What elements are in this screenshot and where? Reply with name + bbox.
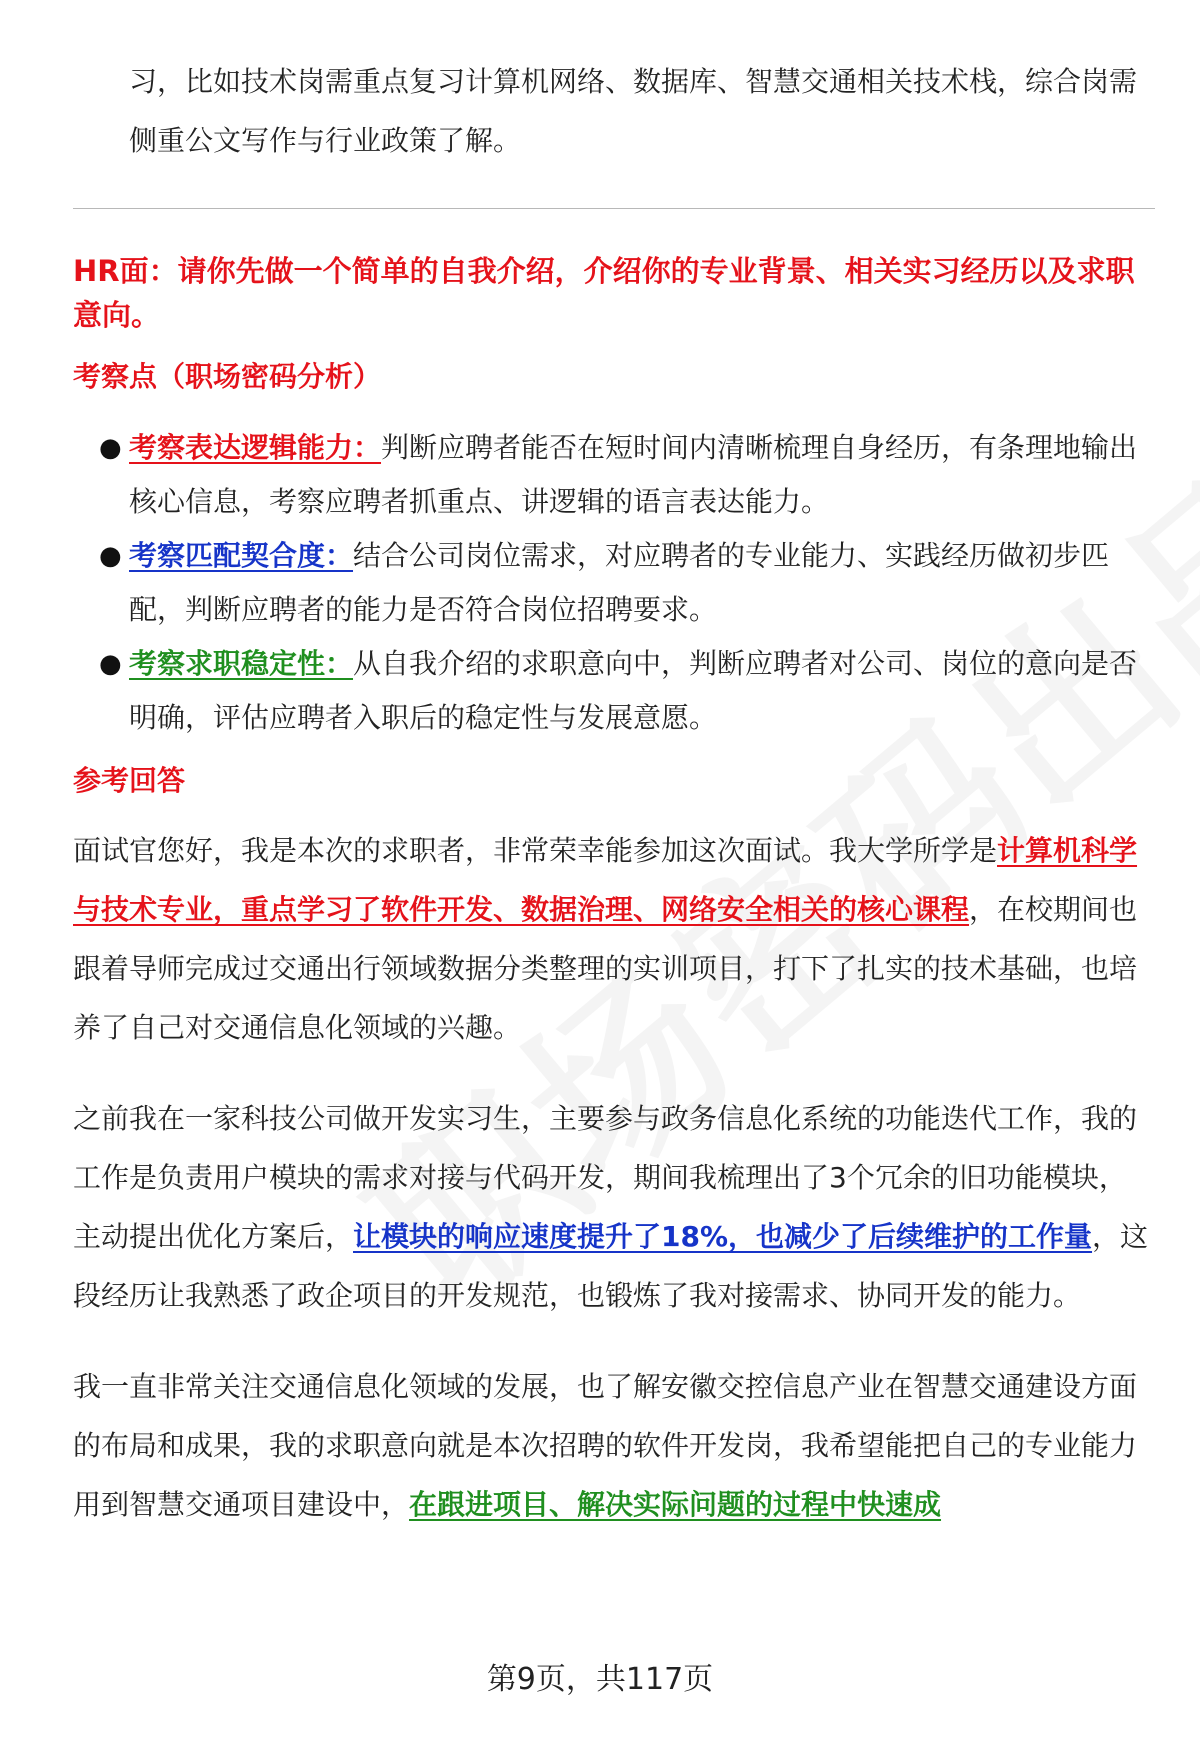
point-label: 考察匹配契合度：: [129, 539, 354, 572]
bullet-icon: ●: [99, 433, 122, 463]
answer-title: 参考回答: [73, 764, 186, 797]
list-item: [73, 637, 1153, 745]
list-item: [73, 529, 1153, 637]
list-item: [73, 421, 1153, 529]
document-content: [73, 52, 1153, 1534]
bullet-icon: ●: [99, 649, 122, 679]
point-text: 判断应聘者能否在短时间内清晰梳理自身经历，有条理地输出核心信息，考察应聘者抓重点、讲逻辑的语言表达能力。: [129, 431, 1138, 518]
interview-question: HR面：请你先做一个简单的自我介绍，介绍你的专业背景、相关实习经历以及求职意向。: [73, 254, 1135, 332]
page-number: 第9页，共117页: [486, 1662, 714, 1697]
analysis-title: 考察点（职场密码分析）: [73, 360, 382, 393]
point-label: 考察求职稳定性：: [129, 647, 354, 680]
highlight-text: 计算机科学与技术专业，重点学习了软件开发、数据治理、网络安全相关的核心课程: [73, 834, 1138, 926]
section-divider: [73, 208, 1155, 209]
bullet-icon: ●: [99, 541, 122, 571]
highlight-text: 在跟进项目、解决实际问题的过程中快速成: [409, 1488, 942, 1521]
answer-paragraph-1: [73, 821, 1153, 1057]
paragraph-text: ，在校期间也跟着导师完成过交通出行领域数据分类整理的实训项目，打下了扎实的技术基础，也培养了自己对交通信息化领域的兴趣。: [73, 893, 1138, 1044]
point-text: 从自我介绍的求职意向中，判断应聘者对公司、岗位的意向是否明确，评估应聘者入职后的稳定性与发展意愿。: [129, 647, 1138, 734]
paragraph-text: 面试官您好，我是本次的求职者，非常荣幸能参加这次面试。我大学所学是: [73, 834, 998, 867]
highlight-text: 让模块的响应速度提升了18%，也减少了后续维护的工作量: [353, 1220, 1093, 1253]
answer-paragraph-3: [73, 1357, 1153, 1534]
paragraph-text: 我一直非常关注交通信息化领域的发展，也了解安徽交控信息产业在智慧交通建设方面的布局和成果，我的求职意向就是本次招聘的软件开发岗，我希望能把自己的专业能力用到智慧交通项目建设中，: [73, 1370, 1138, 1521]
point-text: 结合公司岗位需求，对应聘者的专业能力、实践经历做初步匹配，判断应聘者的能力是否符合岗位招聘要求。: [129, 539, 1110, 626]
intro-paragraph: 习，比如技术岗需重点复习计算机网络、数据库、智慧交通相关技术栈，综合岗需侧重公文写作与行业政策了解。: [129, 65, 1138, 157]
point-label: 考察表达逻辑能力：: [129, 431, 382, 464]
analysis-points: [73, 421, 1153, 745]
paragraph-text: ，这段经历让我熟悉了政企项目的开发规范，也锻炼了我对接需求、协同开发的能力。: [73, 1220, 1149, 1312]
answer-paragraph-2: [73, 1089, 1153, 1325]
paragraph-text: 之前我在一家科技公司做开发实习生，主要参与政务信息化系统的功能迭代工作，我的工作是负责用户模块的需求对接与代码开发，期间我梳理出了3个冗余的旧功能模块，主动提出优化方案后，: [73, 1102, 1138, 1253]
